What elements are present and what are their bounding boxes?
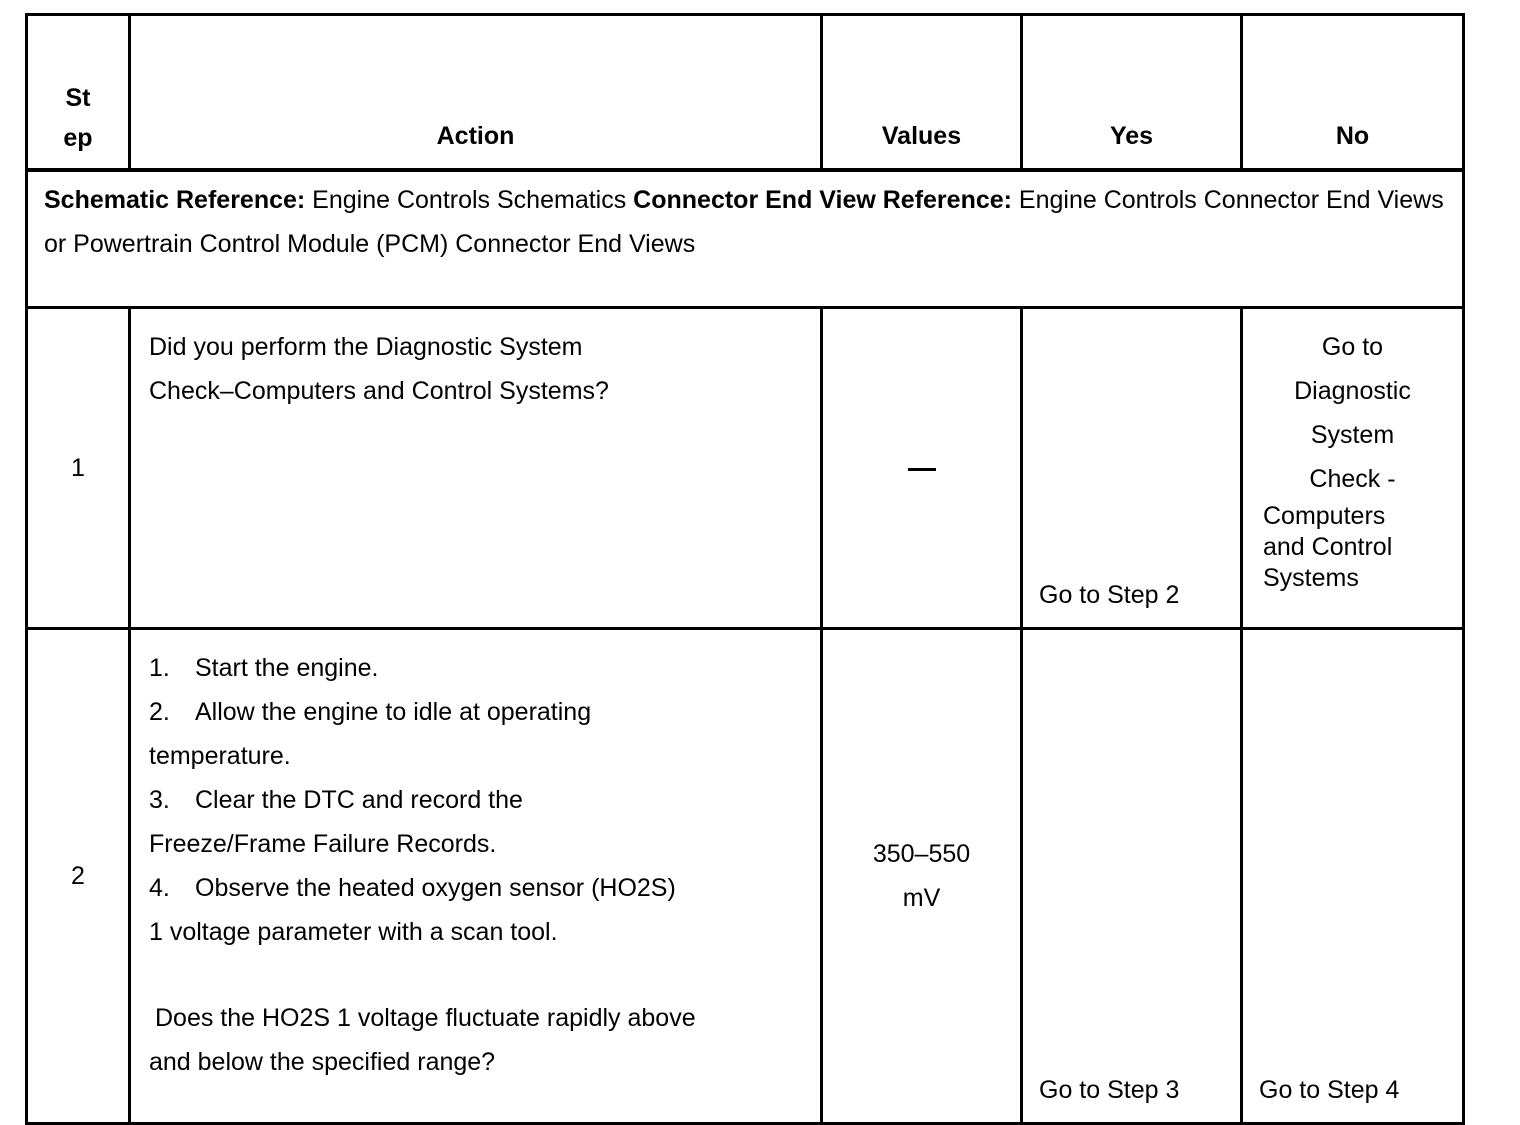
no-line: and Control	[1263, 533, 1393, 561]
action-step	[149, 690, 804, 734]
connector-reference-value: Engine Controls Connector End Views or Powertrain Control Module (PCM) Connector End Views	[44, 186, 1444, 258]
question-line: Does the HO2S 1 voltage fluctuate rapidly above	[155, 1004, 696, 1032]
no-line: System	[1310, 421, 1395, 449]
no-line: Computers	[1263, 502, 1386, 530]
values-unit: mV	[902, 884, 941, 912]
action-step-text: Clear the DTC and record the	[195, 786, 523, 814]
action-cell	[130, 629, 822, 1124]
schematic-reference-value: Engine Controls Schematics	[305, 186, 634, 214]
yes-cell	[1022, 308, 1242, 629]
action-line: Check–Computers and Control Systems?	[149, 377, 609, 405]
no-line: Systems	[1263, 564, 1359, 592]
yes-link: Go to Step 3	[1039, 1076, 1180, 1104]
action-step-number: 2.	[149, 698, 170, 726]
table-row	[27, 308, 1464, 629]
no-link: Go to Step 4	[1259, 1076, 1400, 1104]
action-step	[149, 646, 804, 690]
header-values: Values	[822, 15, 1022, 171]
action-cell	[130, 308, 822, 629]
values-cell	[822, 629, 1022, 1124]
action-step-number: 4.	[149, 874, 170, 902]
no-line: Go to	[1321, 333, 1384, 361]
question-line: and below the specified range?	[149, 1048, 496, 1076]
spacer	[149, 954, 804, 996]
action-step-continuation: 1 voltage parameter with a scan tool.	[149, 918, 558, 946]
reference-row	[27, 170, 1464, 308]
action-line: Did you perform the Diagnostic System	[149, 333, 583, 361]
action-step	[149, 778, 804, 822]
no-cell	[1242, 629, 1464, 1124]
header-yes: Yes	[1022, 15, 1242, 171]
header-step	[27, 15, 130, 171]
header-step-line2: ep	[63, 124, 93, 152]
reference-cell	[27, 170, 1464, 308]
header-no: No	[1242, 15, 1464, 171]
schematic-reference-label: Schematic Reference:	[44, 186, 306, 214]
action-step	[149, 866, 804, 910]
no-line: Diagnostic	[1294, 377, 1411, 405]
action-step-continuation: temperature.	[149, 742, 291, 770]
diagnostic-table	[25, 13, 1465, 1125]
em-dash-mark	[908, 468, 936, 471]
action-step-continuation: Freeze/Frame Failure Records.	[149, 830, 497, 858]
yes-link: Go to Step 2	[1039, 581, 1180, 609]
step-number: 2	[27, 629, 130, 1124]
action-step-number: 3.	[149, 786, 170, 814]
action-step-number: 1.	[149, 654, 170, 682]
no-line: Check -	[1309, 465, 1396, 493]
step-number: 1	[27, 308, 130, 629]
values-range: 350–550	[872, 840, 971, 868]
yes-cell	[1022, 629, 1242, 1124]
action-step-text: Start the engine.	[195, 654, 379, 682]
connector-reference-label: Connector End View Reference:	[633, 186, 1012, 214]
header-row	[27, 15, 1464, 171]
action-step-text: Observe the heated oxygen sensor (HO2S)	[195, 874, 676, 902]
table-row	[27, 629, 1464, 1124]
header-step-line1: St	[65, 84, 91, 112]
no-cell	[1242, 308, 1464, 629]
action-step-text: Allow the engine to idle at operating	[195, 698, 592, 726]
values-cell	[822, 308, 1022, 629]
header-action: Action	[130, 15, 822, 171]
